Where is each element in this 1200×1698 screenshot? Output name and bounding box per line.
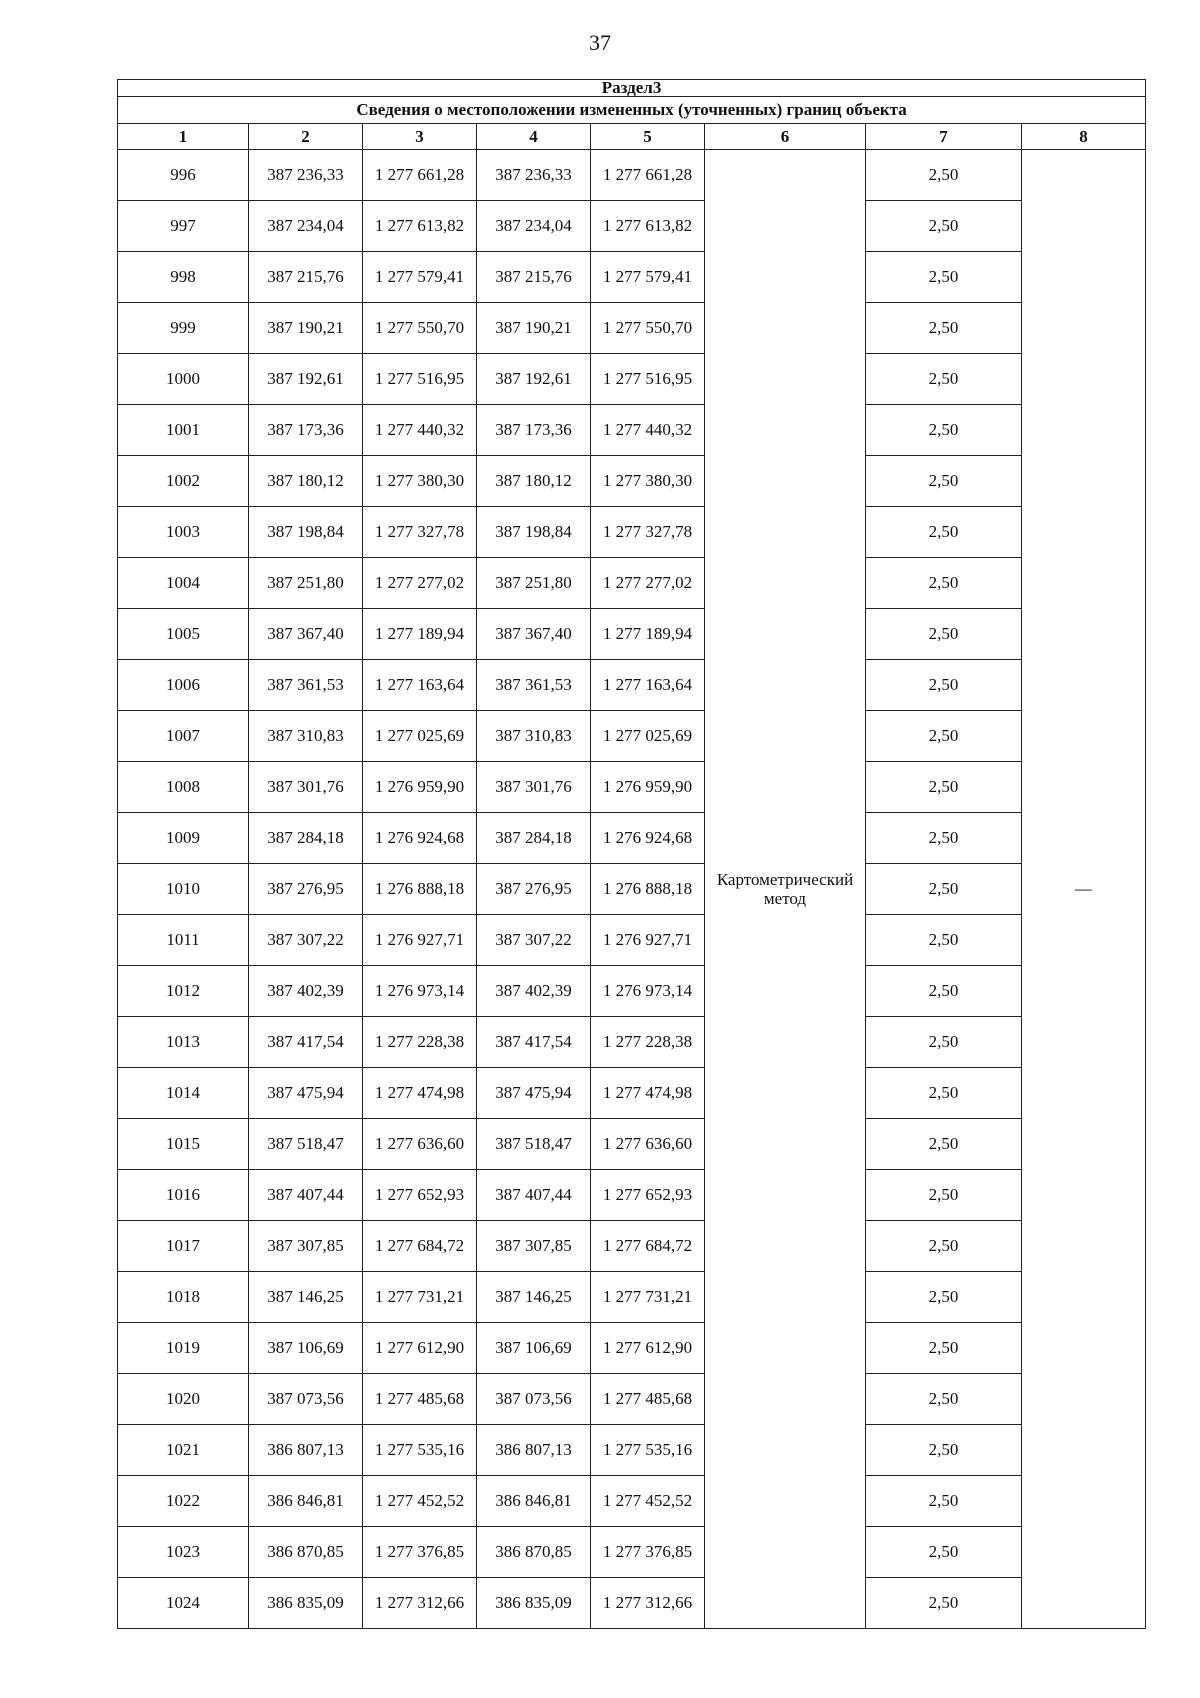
table-row	[118, 1527, 1146, 1578]
table-cell: 386 807,13	[249, 1425, 363, 1476]
table-cell: 2,50	[866, 1374, 1022, 1425]
table-cell: 1 277 612,90	[591, 1323, 705, 1374]
table-row	[118, 609, 1146, 660]
table-cell: 1 276 959,90	[363, 762, 477, 813]
table-cell: 996	[118, 150, 249, 201]
table-cell: 387 234,04	[249, 201, 363, 252]
table-cell: 2,50	[866, 1425, 1022, 1476]
table-row	[118, 813, 1146, 864]
table-cell: 1 277 485,68	[363, 1374, 477, 1425]
table-row	[118, 303, 1146, 354]
table-cell: 2,50	[866, 915, 1022, 966]
table-cell: 386 846,81	[477, 1476, 591, 1527]
table-cell: 386 807,13	[477, 1425, 591, 1476]
table-cell: 2,50	[866, 711, 1022, 762]
table-cell: 1004	[118, 558, 249, 609]
table-row	[118, 966, 1146, 1017]
table-cell: 1007	[118, 711, 249, 762]
table-cell: 1 277 485,68	[591, 1374, 705, 1425]
table-cell: 387 307,22	[477, 915, 591, 966]
table-cell: 1002	[118, 456, 249, 507]
table-cell: 387 106,69	[477, 1323, 591, 1374]
table-row	[118, 1119, 1146, 1170]
table-cell: 2,50	[866, 201, 1022, 252]
column-header-row	[118, 124, 1146, 150]
table-row	[118, 660, 1146, 711]
table-row	[118, 354, 1146, 405]
table-cell: 387 251,80	[477, 558, 591, 609]
table-cell: 1022	[118, 1476, 249, 1527]
table-cell: 2,50	[866, 507, 1022, 558]
table-cell: 2,50	[866, 558, 1022, 609]
table-cell: 387 284,18	[249, 813, 363, 864]
table-cell: 1 276 924,68	[363, 813, 477, 864]
table-title: Сведения о местоположении измененных (уточненных) границ объекта	[118, 97, 1146, 124]
table-cell: 1 277 579,41	[363, 252, 477, 303]
table-row	[118, 1272, 1146, 1323]
table-row	[118, 915, 1146, 966]
table-cell: 387 190,21	[249, 303, 363, 354]
table-cell: 1 277 535,16	[363, 1425, 477, 1476]
table-cell: 387 307,22	[249, 915, 363, 966]
table-cell: 1 277 661,28	[591, 150, 705, 201]
table-cell: 387 417,54	[477, 1017, 591, 1068]
table-cell: 1003	[118, 507, 249, 558]
table-cell: 386 870,85	[249, 1527, 363, 1578]
table-row	[118, 252, 1146, 303]
table-cell: 1 276 959,90	[591, 762, 705, 813]
table-cell: 1 277 474,98	[363, 1068, 477, 1119]
column-header: 2	[249, 124, 363, 150]
table-row	[118, 711, 1146, 762]
table-row	[118, 201, 1146, 252]
table-cell: 1013	[118, 1017, 249, 1068]
table-cell: 1 277 228,38	[363, 1017, 477, 1068]
table-cell: 1006	[118, 660, 249, 711]
table-cell: 1009	[118, 813, 249, 864]
table-cell: 2,50	[866, 1323, 1022, 1374]
table-cell: 1 277 163,64	[591, 660, 705, 711]
table-row	[118, 150, 1146, 201]
table-cell: 387 073,56	[477, 1374, 591, 1425]
table-cell: 387 367,40	[249, 609, 363, 660]
table-cell: 387 310,83	[249, 711, 363, 762]
table-cell: 2,50	[866, 1476, 1022, 1527]
table-row	[118, 1323, 1146, 1374]
table-cell: 1008	[118, 762, 249, 813]
table-cell: 387 407,44	[477, 1170, 591, 1221]
table-cell: 387 198,84	[249, 507, 363, 558]
column-header: 7	[866, 124, 1022, 150]
table-row	[118, 1578, 1146, 1629]
table-cell: 997	[118, 201, 249, 252]
table-row	[118, 558, 1146, 609]
table-cell: 387 402,39	[477, 966, 591, 1017]
table-cell: 1 277 579,41	[591, 252, 705, 303]
table-cell: 1000	[118, 354, 249, 405]
table-row	[118, 1374, 1146, 1425]
table-cell: 1 277 277,02	[363, 558, 477, 609]
column-header: 3	[363, 124, 477, 150]
table-cell: 1 276 927,71	[591, 915, 705, 966]
table-cell: 387 402,39	[249, 966, 363, 1017]
table-cell: 387 407,44	[249, 1170, 363, 1221]
table-cell: 387 518,47	[477, 1119, 591, 1170]
table-cell: 387 236,33	[477, 150, 591, 201]
table-cell: 1015	[118, 1119, 249, 1170]
table-cell: 2,50	[866, 864, 1022, 915]
table-cell: 2,50	[866, 966, 1022, 1017]
table-cell: 387 180,12	[249, 456, 363, 507]
table-cell: 1 277 312,66	[591, 1578, 705, 1629]
table-cell: 1 277 376,85	[591, 1527, 705, 1578]
table-cell: 387 307,85	[249, 1221, 363, 1272]
table-cell: 1 277 684,72	[591, 1221, 705, 1272]
table-cell: 1 277 474,98	[591, 1068, 705, 1119]
table-cell: 387 198,84	[477, 507, 591, 558]
table-cell: 1 277 327,78	[591, 507, 705, 558]
table-cell: 387 361,53	[249, 660, 363, 711]
table-row	[118, 405, 1146, 456]
table-cell: 1 277 535,16	[591, 1425, 705, 1476]
table-cell: 1 277 636,60	[591, 1119, 705, 1170]
table-row	[118, 1425, 1146, 1476]
table-cell: 1 277 277,02	[591, 558, 705, 609]
table-cell: 387 146,25	[477, 1272, 591, 1323]
table-cell: 386 870,85	[477, 1527, 591, 1578]
table-cell: 2,50	[866, 303, 1022, 354]
table-cell: 1 277 380,30	[363, 456, 477, 507]
table-cell: 386 835,09	[249, 1578, 363, 1629]
boundary-table	[117, 79, 1146, 1629]
table-row	[118, 456, 1146, 507]
table-cell: 1 277 189,94	[591, 609, 705, 660]
table-cell: 2,50	[866, 762, 1022, 813]
table-cell: 387 073,56	[249, 1374, 363, 1425]
table-cell: 1 277 652,93	[363, 1170, 477, 1221]
table-cell: 387 276,95	[249, 864, 363, 915]
table-cell: 1014	[118, 1068, 249, 1119]
table-cell: 2,50	[866, 1578, 1022, 1629]
table-cell: 387 301,76	[477, 762, 591, 813]
table-cell: 386 835,09	[477, 1578, 591, 1629]
table-cell: 1 277 612,90	[363, 1323, 477, 1374]
table-row	[118, 1017, 1146, 1068]
table-cell: 2,50	[866, 813, 1022, 864]
table-cell: 1 277 550,70	[363, 303, 477, 354]
table-cell: 2,50	[866, 1017, 1022, 1068]
col8-value-cell: —	[1022, 150, 1146, 1629]
table-cell: 1001	[118, 405, 249, 456]
table-row	[118, 1476, 1146, 1527]
table-cell: 2,50	[866, 1272, 1022, 1323]
table-cell: 1 277 652,93	[591, 1170, 705, 1221]
table-cell: 2,50	[866, 660, 1022, 711]
column-header: 6	[705, 124, 866, 150]
column-header: 4	[477, 124, 591, 150]
table-cell: 1 277 731,21	[363, 1272, 477, 1323]
table-row	[118, 864, 1146, 915]
table-cell: 1 277 380,30	[591, 456, 705, 507]
table-cell: 2,50	[866, 1119, 1022, 1170]
table-cell: 1 277 731,21	[591, 1272, 705, 1323]
table-cell: 387 361,53	[477, 660, 591, 711]
table-cell: 387 475,94	[249, 1068, 363, 1119]
table-cell: 1 277 189,94	[363, 609, 477, 660]
table-cell: 2,50	[866, 1221, 1022, 1272]
table-cell: 2,50	[866, 1170, 1022, 1221]
table-cell: 1 276 924,68	[591, 813, 705, 864]
page-number: 37	[589, 30, 611, 55]
table-cell: 1 277 661,28	[363, 150, 477, 201]
table-cell: 387 234,04	[477, 201, 591, 252]
table-cell: 387 284,18	[477, 813, 591, 864]
table-cell: 387 417,54	[249, 1017, 363, 1068]
table-cell: 1 276 888,18	[591, 864, 705, 915]
table-cell: 1 277 613,82	[363, 201, 477, 252]
method-cell: Картометрический метод	[705, 150, 866, 1629]
table-cell: 387 475,94	[477, 1068, 591, 1119]
table-cell: 387 301,76	[249, 762, 363, 813]
table-cell: 1 276 888,18	[363, 864, 477, 915]
table-cell: 387 192,61	[477, 354, 591, 405]
table-cell: 1019	[118, 1323, 249, 1374]
table-cell: 1 276 973,14	[591, 966, 705, 1017]
table-cell: 1 277 440,32	[591, 405, 705, 456]
table-cell: 2,50	[866, 456, 1022, 507]
table-cell: 1012	[118, 966, 249, 1017]
table-cell: 387 192,61	[249, 354, 363, 405]
table-cell: 1018	[118, 1272, 249, 1323]
table-cell: 2,50	[866, 1068, 1022, 1119]
table-cell: 1016	[118, 1170, 249, 1221]
table-row	[118, 762, 1146, 813]
table-cell: 1005	[118, 609, 249, 660]
table-cell: 1 277 440,32	[363, 405, 477, 456]
table-cell: 2,50	[866, 150, 1022, 201]
table-cell: 386 846,81	[249, 1476, 363, 1527]
section-label: Раздел3	[118, 80, 1146, 97]
table-cell: 1 277 516,95	[363, 354, 477, 405]
table-cell: 387 106,69	[249, 1323, 363, 1374]
table-cell: 387 367,40	[477, 609, 591, 660]
table-cell: 1 277 684,72	[363, 1221, 477, 1272]
table-cell: 1011	[118, 915, 249, 966]
table-cell: 387 236,33	[249, 150, 363, 201]
table-cell: 387 180,12	[477, 456, 591, 507]
table-cell: 387 215,76	[477, 252, 591, 303]
table-row	[118, 1221, 1146, 1272]
table-row	[118, 1068, 1146, 1119]
table-cell: 1 277 228,38	[591, 1017, 705, 1068]
table-cell: 1 277 550,70	[591, 303, 705, 354]
table-cell: 387 190,21	[477, 303, 591, 354]
table-cell: 2,50	[866, 1527, 1022, 1578]
table-cell: 1 277 025,69	[591, 711, 705, 762]
table-row	[118, 1170, 1146, 1221]
table-cell: 387 518,47	[249, 1119, 363, 1170]
table-cell: 1017	[118, 1221, 249, 1272]
table-cell: 2,50	[866, 405, 1022, 456]
table-cell: 1023	[118, 1527, 249, 1578]
table-row	[118, 507, 1146, 558]
table-cell: 1 277 452,52	[591, 1476, 705, 1527]
table-cell: 387 173,36	[477, 405, 591, 456]
table-cell: 387 310,83	[477, 711, 591, 762]
table-cell: 1 277 636,60	[363, 1119, 477, 1170]
table-cell: 387 173,36	[249, 405, 363, 456]
table-cell: 1 277 025,69	[363, 711, 477, 762]
table-cell: 2,50	[866, 354, 1022, 405]
column-header: 1	[118, 124, 249, 150]
table-cell: 2,50	[866, 609, 1022, 660]
table-cell: 1024	[118, 1578, 249, 1629]
column-header: 8	[1022, 124, 1146, 150]
table-cell: 387 276,95	[477, 864, 591, 915]
table-cell: 1 277 163,64	[363, 660, 477, 711]
table-cell: 387 146,25	[249, 1272, 363, 1323]
table-cell: 2,50	[866, 252, 1022, 303]
table-cell: 1 277 452,52	[363, 1476, 477, 1527]
table-cell: 1 276 927,71	[363, 915, 477, 966]
table-cell: 1020	[118, 1374, 249, 1425]
table-cell: 999	[118, 303, 249, 354]
table-cell: 1 277 516,95	[591, 354, 705, 405]
table-cell: 1 276 973,14	[363, 966, 477, 1017]
table-cell: 1 277 327,78	[363, 507, 477, 558]
table-cell: 387 215,76	[249, 252, 363, 303]
column-header: 5	[591, 124, 705, 150]
table-cell: 387 307,85	[477, 1221, 591, 1272]
table-cell: 1 277 376,85	[363, 1527, 477, 1578]
table-cell: 998	[118, 252, 249, 303]
table-body	[118, 150, 1146, 1629]
table-cell: 1 277 613,82	[591, 201, 705, 252]
table-cell: 1021	[118, 1425, 249, 1476]
table-cell: 387 251,80	[249, 558, 363, 609]
table-cell: 1010	[118, 864, 249, 915]
table-cell: 1 277 312,66	[363, 1578, 477, 1629]
